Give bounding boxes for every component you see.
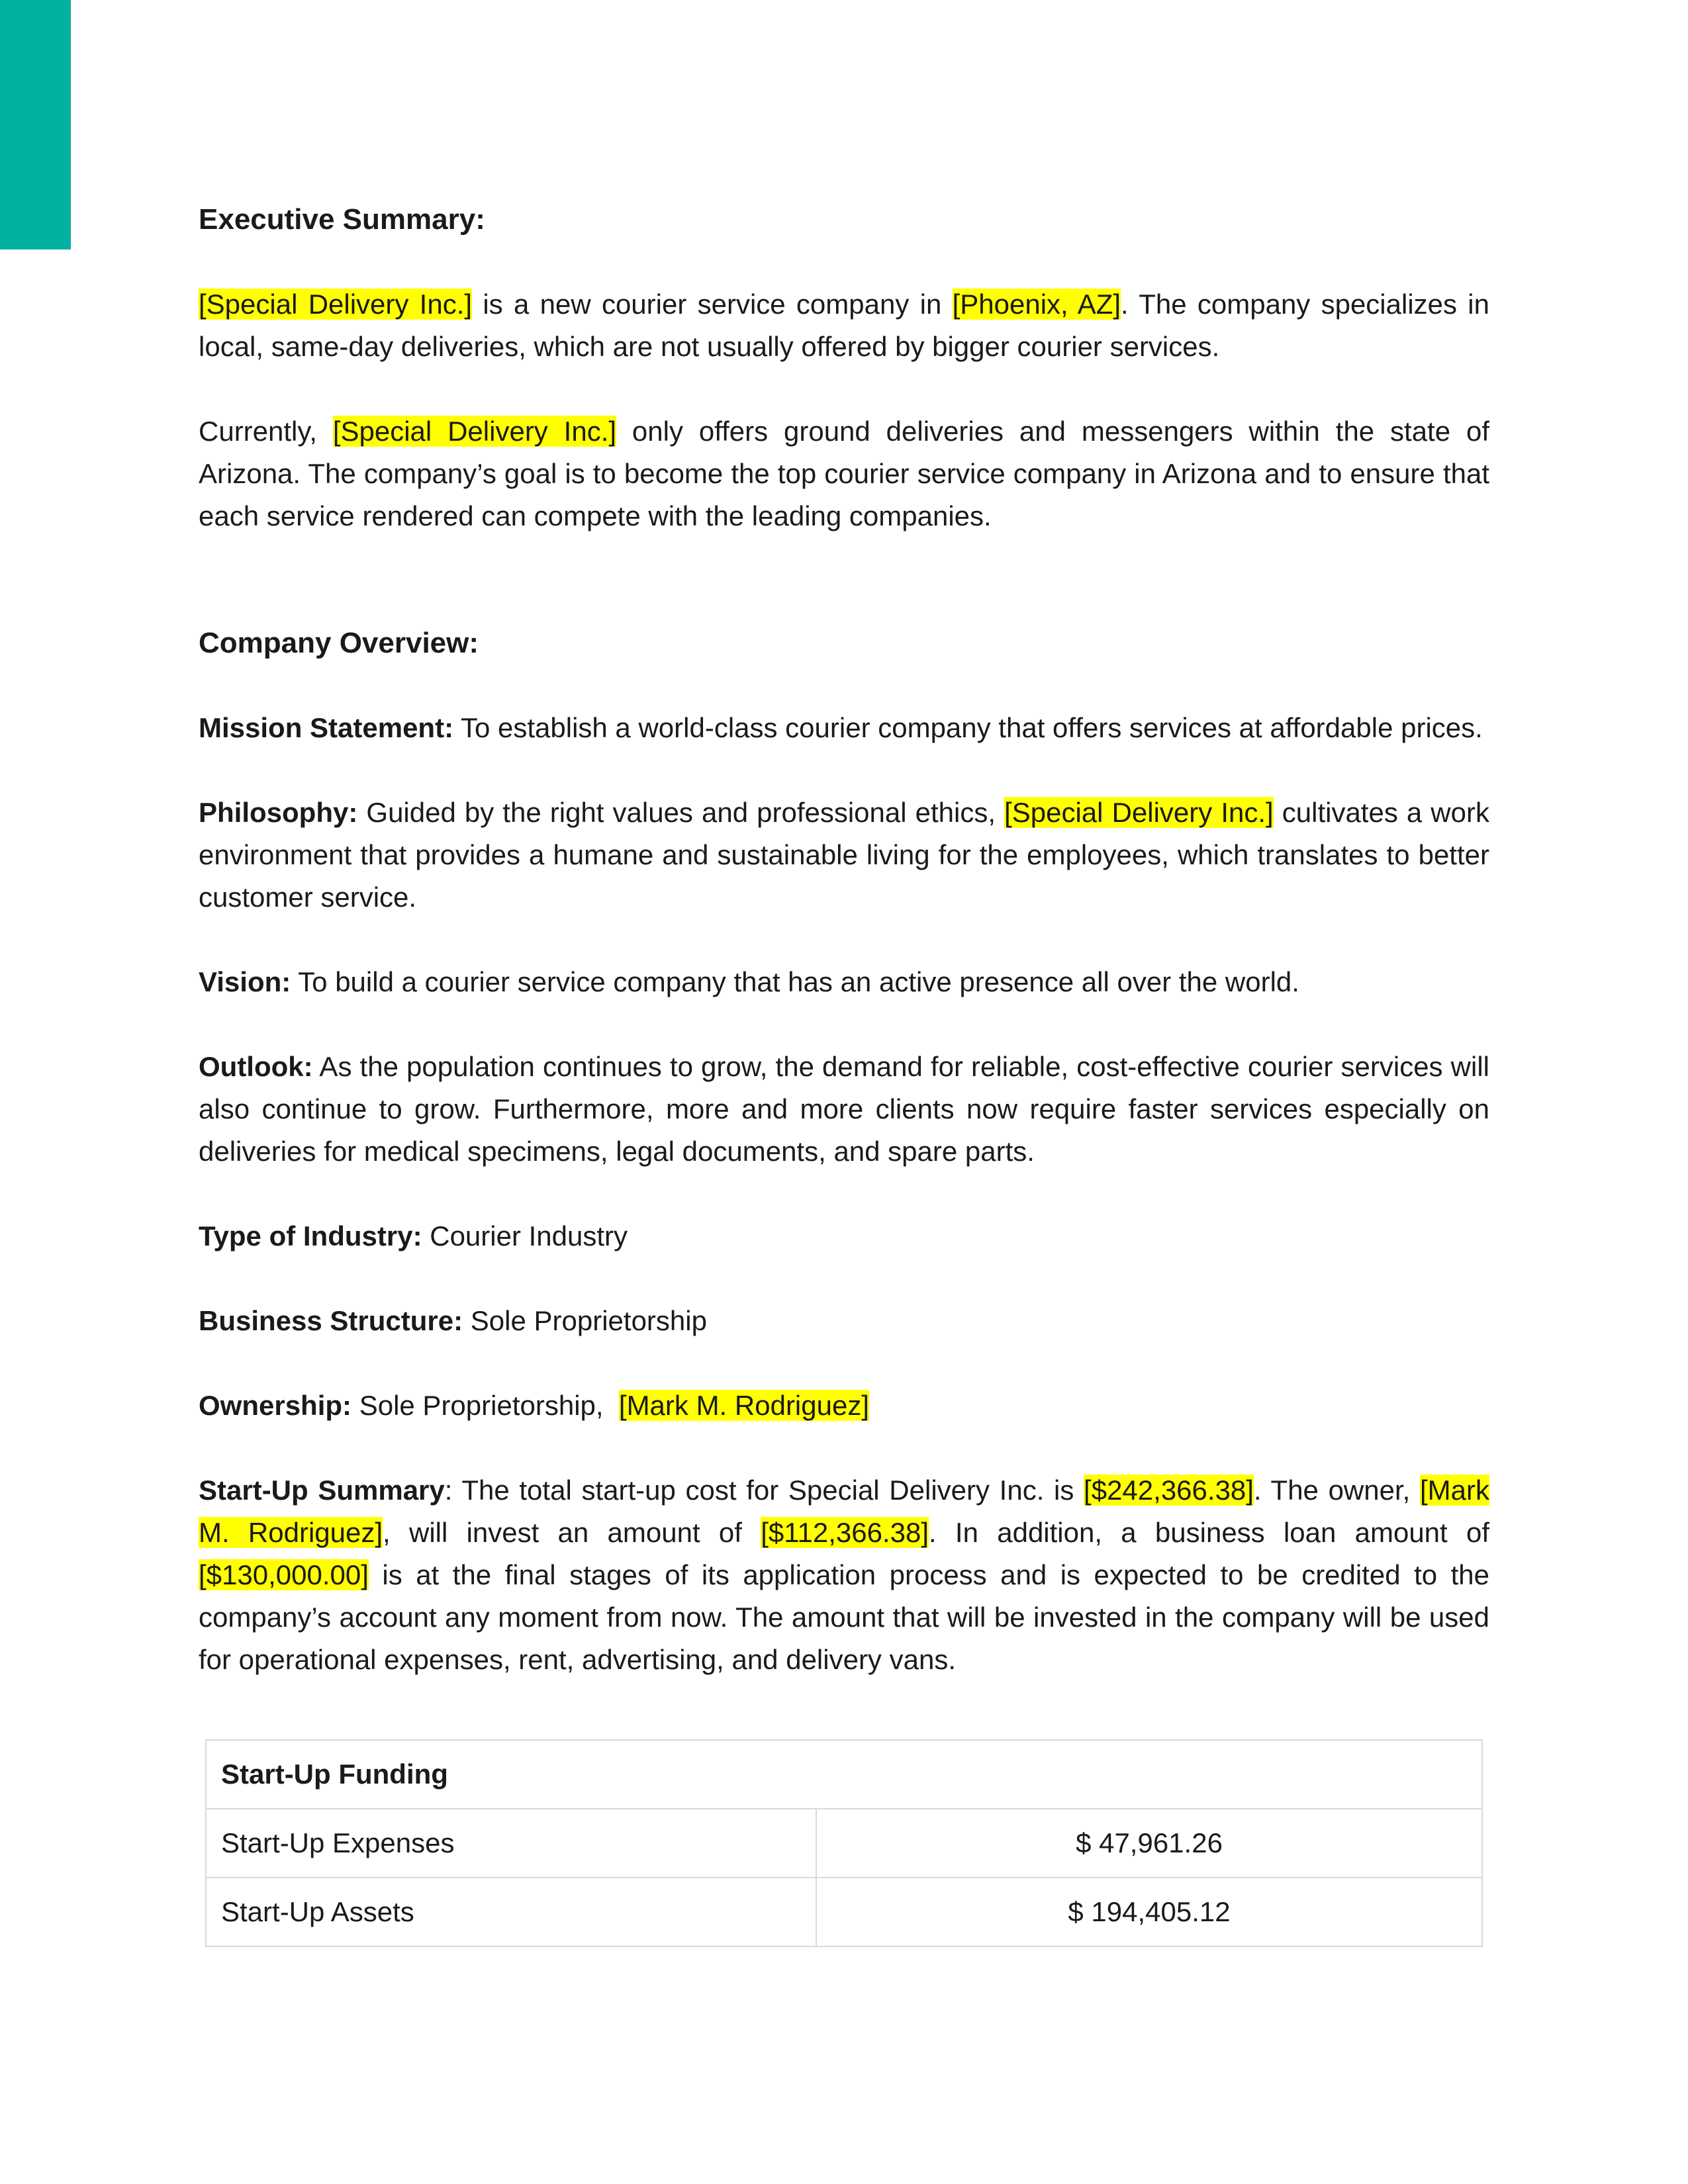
philosophy: Philosophy: Guided by the right values and professional ethics, [Special Delivery Inc.] cultivates a work environment that provides a humane and sustainable living for the employees, which translates to better customer service. xyxy=(199,797,1489,913)
row-value: $ 194,405.12 xyxy=(816,1878,1482,1946)
placeholder-company-name: [Special Delivery Inc.] xyxy=(332,416,617,447)
placeholder-owner-name: [Mark M. Rodriguez] xyxy=(199,1475,1489,1548)
row-label: Start-Up Expenses xyxy=(206,1809,816,1878)
placeholder-company-name: [Special Delivery Inc.] xyxy=(1004,797,1274,828)
placeholder-company-name: [Special Delivery Inc.] xyxy=(199,289,473,320)
table-row xyxy=(206,1809,1482,1878)
accent-bar xyxy=(0,0,71,250)
business-structure: Business Structure: Sole Proprietorship xyxy=(199,1305,707,1336)
company-overview-heading: Company Overview: xyxy=(199,627,479,659)
exec-paragraph-1: [Special Delivery Inc.] is a new courier service company in [Phoenix, AZ]. The company specializes in local, same-day deliveries, which are not usually offered by bigger courier services. xyxy=(199,289,1489,362)
executive-summary-heading: Executive Summary: xyxy=(199,203,485,236)
table-header-cell: Start-Up Funding xyxy=(206,1740,1482,1809)
placeholder-loan-amount: [$130,000.00] xyxy=(199,1559,369,1590)
document-body xyxy=(199,199,1489,1681)
placeholder-total-cost: [$242,366.38] xyxy=(1084,1475,1254,1506)
startup-summary: Start-Up Summary: The total start-up cost for Special Delivery Inc. is [$242,366.38]. The owner, [Mark M. Rodriguez], will invest an amount of [$112,366.38]. In addition, a business loan amount of [$130,000.00] is at the final stages of its application process and is expected to be credited to the company’s account any moment from now. The amount that will be invested in the company will be used for operational expenses, rent, advertising, and delivery vans. xyxy=(199,1475,1490,1675)
type-of-industry: Type of Industry: Courier Industry xyxy=(199,1220,628,1251)
row-value: $ 47,961.26 xyxy=(816,1809,1482,1878)
exec-paragraph-2: Currently, [Special Delivery Inc.] only offers ground deliveries and messengers within the state of Arizona. The company’s goal is to become the top courier service company in Arizona and to ensure that each service rendered can compete with the leading companies. xyxy=(199,416,1489,531)
mission-statement: Mission Statement: To establish a world-class courier company that offers services at affordable prices. xyxy=(199,712,1483,743)
startup-funding-table xyxy=(205,1739,1483,1947)
table-header-row xyxy=(206,1740,1482,1809)
placeholder-investment: [$112,366.38] xyxy=(761,1517,929,1548)
vision: Vision: To build a courier service company that has an active presence all over the world. xyxy=(199,966,1299,997)
ownership: Ownership: Sole Proprietorship, [Mark M. Rodriguez] xyxy=(199,1390,870,1421)
table-row xyxy=(206,1878,1482,1946)
placeholder-owner-name: [Mark M. Rodriguez] xyxy=(618,1390,870,1421)
outlook: Outlook: As the population continues to grow, the demand for reliable, cost-effective courier services will also continue to grow. Furthermore, more and more clients now require faster services especially on deliveries for medical specimens, legal documents, and spare parts. xyxy=(199,1051,1489,1167)
row-label: Start-Up Assets xyxy=(206,1878,816,1946)
placeholder-location: [Phoenix, AZ] xyxy=(952,289,1121,320)
